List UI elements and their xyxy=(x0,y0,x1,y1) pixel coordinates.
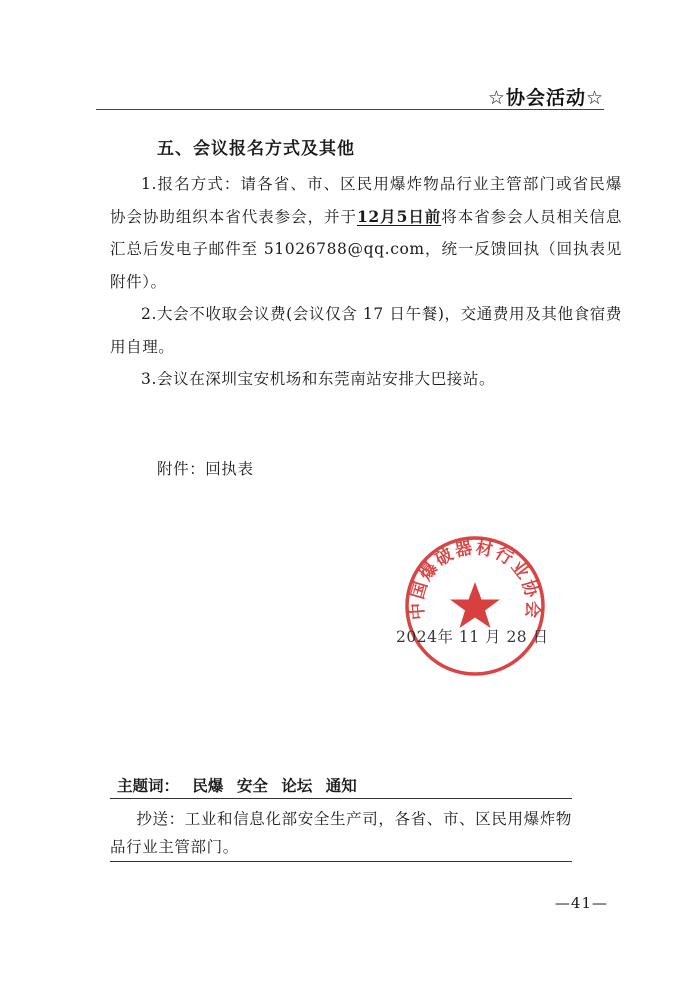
cc-block xyxy=(110,805,572,861)
attachment-note: 附件：回执表 xyxy=(157,460,254,478)
body-text xyxy=(110,168,622,396)
registration-deadline: 12月5日前 xyxy=(356,206,442,226)
registration-text-a: 1.报名方式：请各省、市、区民用爆炸物品行业主管部门或省民爆协会协助组织本省代表参会，并于 xyxy=(110,175,622,226)
cc-divider xyxy=(110,861,572,862)
paragraph-shuttle: 3.会议在深圳宝安机场和东莞南站安排大巴接站。 xyxy=(141,370,496,388)
paragraph-registration xyxy=(110,168,622,298)
section-tag: ☆协会活动☆ xyxy=(487,87,604,109)
keyword: 安全 xyxy=(236,777,268,795)
star-icon xyxy=(450,582,500,628)
registration-text-b: 将本省参会人员相关信息汇总后发电子邮件至 51026788@qq.com，统一反馈回执（回执表见附件）。 xyxy=(110,207,622,291)
cc-text: 抄送：工业和信息化部安全生产司，各省、市、区民用爆炸物品行业主管部门。 xyxy=(110,810,572,856)
issue-date: 2024年 11 月 28 日 xyxy=(396,628,549,646)
seal-text: 中国爆破器材行业协会 xyxy=(407,538,543,621)
paragraph-fees: 2.大会不收取会议费(会议仅含 17 日午餐)，交通费用及其他食宿费用自理。 xyxy=(110,305,622,356)
keywords-line xyxy=(117,774,365,796)
keyword: 通知 xyxy=(325,777,357,795)
page-number: —41— xyxy=(554,894,608,912)
section-heading: 五、会议报名方式及其他 xyxy=(157,139,355,159)
keywords-divider xyxy=(110,798,572,799)
official-seal xyxy=(403,534,547,678)
keyword: 论坛 xyxy=(281,777,313,795)
keywords-label: 主题词： xyxy=(117,777,180,795)
header-divider xyxy=(96,109,604,110)
keyword: 民爆 xyxy=(192,777,224,795)
